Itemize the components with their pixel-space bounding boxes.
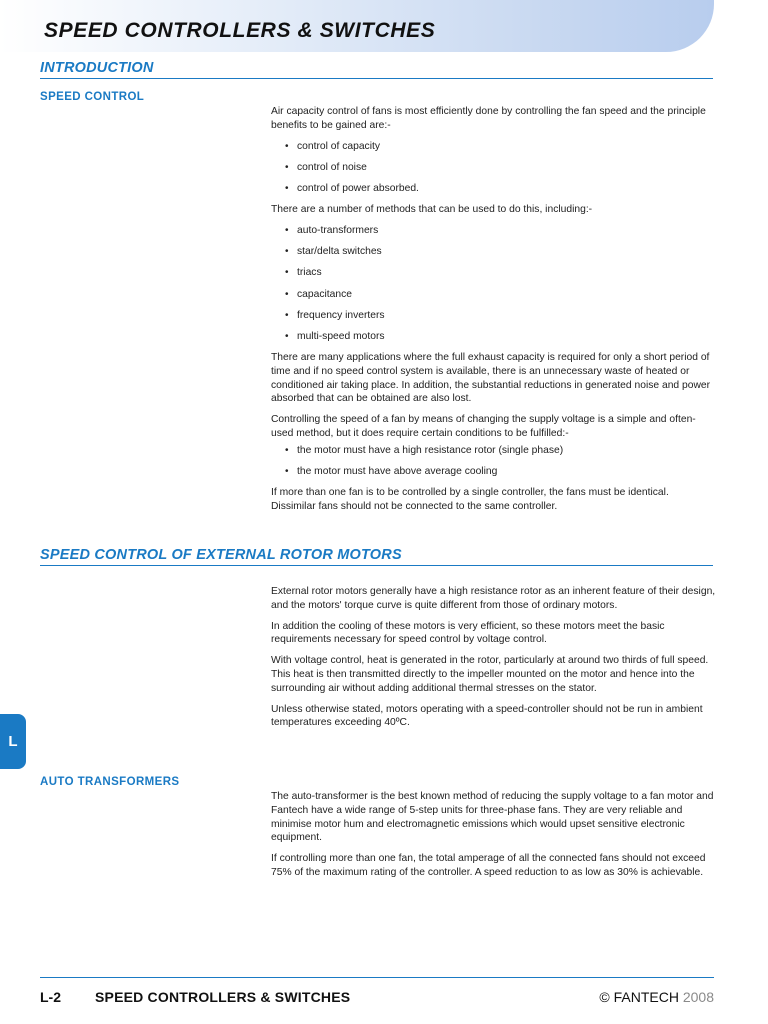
section-heading-introduction: INTRODUCTION [40,60,713,79]
benefits-list [271,140,716,196]
footer-title: SPEED CONTROLLERS & SWITCHES [95,989,351,1005]
list-item: • the motor must have above average cooling [285,466,498,478]
paragraph: The auto-transformer is the best known method of reducing the supply voltage to a fan motor and Fantech have a wide range of 5-step units for three-phase fans. They are very reliable and minimise motor hum and electromagnetic emissions which would upset sensitive electronic equipment. [271,791,714,844]
paragraph: If more than one fan is to be controlled by a single controller, the fans must be identical. Dissimilar fans should not be connected to the same controller. [271,487,669,513]
external-rotor-body [271,585,716,737]
list-item: • star/delta switches [285,246,382,258]
list-item: • triacs [285,267,322,279]
subheading-speed-control: SPEED CONTROL [40,91,145,103]
list-item: • control of noise [285,161,367,173]
list-item: • frequency inverters [285,309,385,321]
paragraph: External rotor motors generally have a high resistance rotor as an inherent feature of their design, and the motors' torque curve is quite different from those of ordinary motors. [271,586,716,611]
section-heading-external-rotor: SPEED CONTROL OF EXTERNAL ROTOR MOTORS [40,547,713,566]
speed-control-body [271,105,716,521]
section-tab: L [0,714,26,769]
paragraph: With voltage control, heat is generated in the rotor, particularly at around two thirds of full speed. This heat is then transmitted directly to the impeller mounted on the motor and hence into the surrounding air without adding additional thermal stresses on the stator. [271,655,709,694]
copyright: © FANTECH 2008 [599,989,714,1005]
page-title: SPEED CONTROLLERS & SWITCHES [44,19,436,42]
list-item: • auto-transformers [285,224,379,236]
list-item: • control of power absorbed. [285,182,419,194]
copyright-year: 2008 [682,989,714,1005]
subheading-auto-transformers: AUTO TRANSFORMERS [40,776,180,788]
page-number: L-2 [40,989,61,1005]
paragraph: There are many applications where the full exhaust capacity is required for only a short period of time and if no speed control system is available, there is an unnecessary waste of heated or conditioned air taking place. In addition, the substantial reductions in generated noise and power absorbed that can be obtained are also lost. [271,352,711,405]
paragraph: Air capacity control of fans is most efficiently done by controlling the fan speed and the principle benefits to be gained are:- [271,106,706,131]
footer-divider [40,977,714,978]
list-item: • capacitance [285,288,352,300]
auto-transformers-body [271,790,716,887]
methods-list [271,224,716,344]
list-item: • the motor must have a high resistance rotor (single phase) [285,444,564,456]
paragraph: If controlling more than one fan, the total amperage of all the connected fans should not exceed 75% of the maximum rating of the controller. A speed reduction to as low as 30% is achievable. [271,853,706,878]
paragraph: Unless otherwise stated, motors operating with a speed-controller should not be run in ambient temperatures exceeding 40ºC. [271,703,703,729]
conditions-list [271,444,716,479]
paragraph: There are a number of methods that can be used to do this, including:- [271,204,593,216]
list-item: • control of capacity [285,140,380,152]
paragraph: In addition the cooling of these motors is very efficient, so these motors meet the basic requirements necessary for speed control by voltage control. [271,620,665,646]
paragraph: Controlling the speed of a fan by means of changing the supply voltage is a simple and often-used method, but it does require certain conditions to be fulfilled:- [271,414,696,440]
list-item: • multi-speed motors [285,330,385,342]
